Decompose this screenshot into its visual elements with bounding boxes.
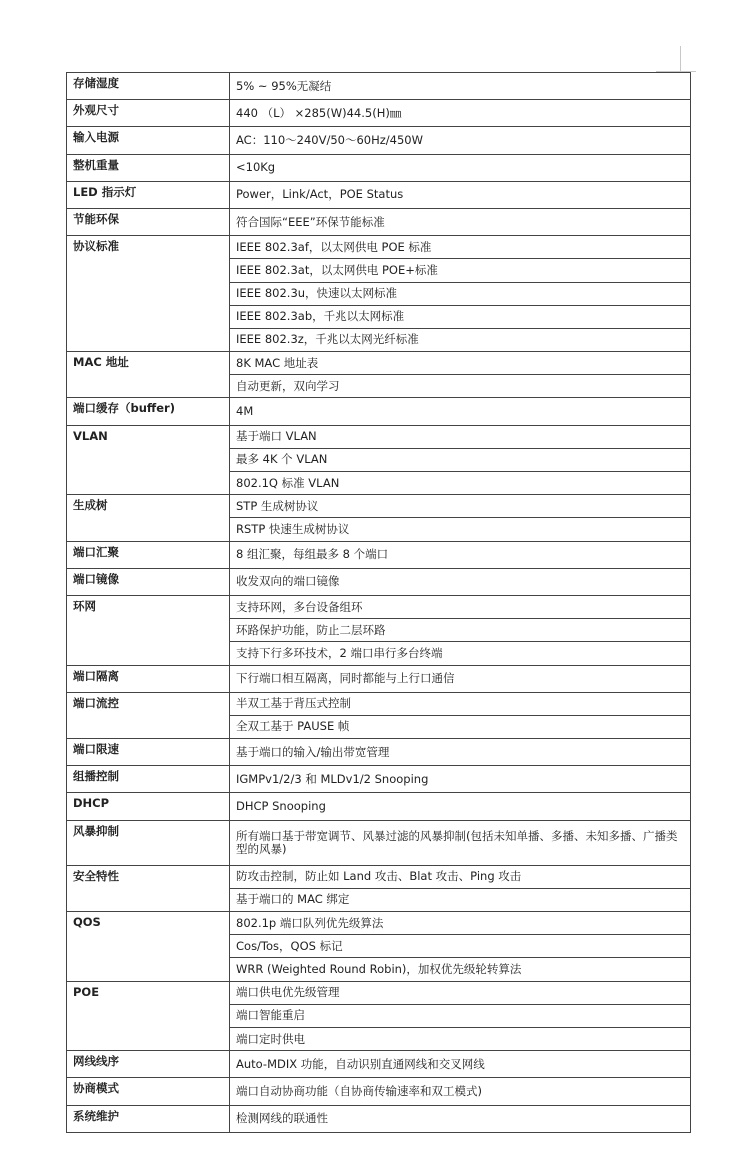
spec-name-cell: 协议标准 [67, 236, 230, 352]
table-row [67, 981, 691, 1004]
spec-value-cell: IEEE 802.3u，快速以太网标准 [230, 282, 691, 305]
table-row [67, 73, 691, 100]
spec-value-cell: RSTP 快速生成树协议 [230, 518, 691, 541]
table-row [67, 865, 691, 888]
spec-name-cell: 端口流控 [67, 692, 230, 738]
table-row [67, 665, 691, 692]
spec-value-cell: IGMPv1/2/3 和 MLDv1/2 Snooping [230, 766, 691, 793]
table-row [67, 541, 691, 568]
table-row [67, 793, 691, 820]
spec-name-cell: VLAN [67, 425, 230, 495]
spec-name-cell: 外观尺寸 [67, 100, 230, 127]
spec-value-cell: 下行端口相互隔离，同时都能与上行口通信 [230, 665, 691, 692]
spec-name-cell: MAC 地址 [67, 352, 230, 398]
spec-value-cell: <10Kg [230, 154, 691, 181]
spec-name-cell: 协商模式 [67, 1078, 230, 1105]
spec-value-cell: 防攻击控制，防止如 Land 攻击、Blat 攻击、Ping 攻击 [230, 865, 691, 888]
table-row [67, 1051, 691, 1078]
table-row [67, 100, 691, 127]
table-row [67, 352, 691, 375]
spec-value-cell: WRR (Weighted Round Robin)，加权优先级轮转算法 [230, 958, 691, 981]
spec-table-body [67, 73, 691, 1133]
spec-name-cell: 风暴抑制 [67, 820, 230, 865]
spec-value-cell: 全双工基于 PAUSE 帧 [230, 715, 691, 738]
spec-value-cell: 所有端口基于带宽调节、风暴过滤的风暴抑制(包括未知单播、多播、未知多播、广播类型的风暴) [230, 820, 691, 865]
spec-value-cell: 端口供电优先级管理 [230, 981, 691, 1004]
spec-value-cell: AC：110～240V/50～60Hz/450W [230, 127, 691, 154]
spec-name-cell: DHCP [67, 793, 230, 820]
spec-name-cell: 端口隔离 [67, 665, 230, 692]
spec-name-cell: 整机重量 [67, 154, 230, 181]
spec-name-cell: 端口缓存（buffer) [67, 398, 230, 425]
table-row [67, 398, 691, 425]
spec-value-cell: IEEE 802.3af，以太网供电 POE 标准 [230, 236, 691, 259]
spec-table [66, 72, 691, 1133]
spec-value-cell: 802.1Q 标准 VLAN [230, 472, 691, 495]
table-row [67, 766, 691, 793]
spec-value-cell: Auto-MDIX 功能，自动识别直通网线和交叉网线 [230, 1051, 691, 1078]
spec-name-cell: POE [67, 981, 230, 1051]
spec-name-cell: 网线线序 [67, 1051, 230, 1078]
table-row [67, 181, 691, 208]
table-row [67, 739, 691, 766]
spec-value-cell: 端口智能重启 [230, 1004, 691, 1027]
spec-name-cell: 组播控制 [67, 766, 230, 793]
table-row [67, 208, 691, 235]
spec-value-cell: 支持下行多环技术，2 端口串行多台终端 [230, 642, 691, 665]
spec-name-cell: 端口镜像 [67, 568, 230, 595]
spec-name-cell: 节能环保 [67, 208, 230, 235]
table-row [67, 495, 691, 518]
spec-name-cell: 输入电源 [67, 127, 230, 154]
spec-value-cell: 符合国际“EEE”环保节能标准 [230, 208, 691, 235]
table-row [67, 236, 691, 259]
table-row [67, 127, 691, 154]
spec-value-cell: 半双工基于背压式控制 [230, 692, 691, 715]
table-row [67, 1078, 691, 1105]
table-row [67, 568, 691, 595]
spec-value-cell: 基于端口的输入/输出带宽管理 [230, 739, 691, 766]
spec-value-cell: 端口自动协商功能（自协商传输速率和双工模式) [230, 1078, 691, 1105]
table-row [67, 425, 691, 448]
spec-value-cell: DHCP Snooping [230, 793, 691, 820]
spec-value-cell: 802.1p 端口队列优先级算法 [230, 912, 691, 935]
spec-value-cell: Cos/Tos，QOS 标记 [230, 935, 691, 958]
spec-name-cell: 安全特性 [67, 865, 230, 911]
table-row [67, 912, 691, 935]
spec-value-cell: 检测网线的联通性 [230, 1105, 691, 1132]
page-corner-mark [680, 46, 681, 72]
spec-value-cell: 自动更新，双向学习 [230, 375, 691, 398]
spec-value-cell: STP 生成树协议 [230, 495, 691, 518]
spec-value-cell: 4M [230, 398, 691, 425]
table-row [67, 154, 691, 181]
spec-value-cell: 8K MAC 地址表 [230, 352, 691, 375]
spec-name-cell: 端口汇聚 [67, 541, 230, 568]
table-row [67, 595, 691, 618]
spec-name-cell: 存储湿度 [67, 73, 230, 100]
spec-value-cell: 440 （L） ×285(W)44.5(H)㎜ [230, 100, 691, 127]
spec-value-cell: 最多 4K 个 VLAN [230, 448, 691, 471]
table-row [67, 692, 691, 715]
table-row [67, 1105, 691, 1132]
spec-name-cell: 系统维护 [67, 1105, 230, 1132]
spec-value-cell: 基于端口 VLAN [230, 425, 691, 448]
spec-value-cell: IEEE 802.3ab，千兆以太网标准 [230, 305, 691, 328]
spec-value-cell: 5% ~ 95%无凝结 [230, 73, 691, 100]
spec-value-cell: Power，Link/Act，POE Status [230, 181, 691, 208]
spec-value-cell: 基于端口的 MAC 绑定 [230, 888, 691, 911]
table-row [67, 820, 691, 865]
spec-value-cell: 8 组汇聚，每组最多 8 个端口 [230, 541, 691, 568]
spec-name-cell: QOS [67, 912, 230, 982]
spec-value-cell: IEEE 802.3at，以太网供电 POE+标准 [230, 259, 691, 282]
spec-name-cell: 环网 [67, 595, 230, 665]
spec-value-cell: 收发双向的端口镜像 [230, 568, 691, 595]
spec-value-cell: 环路保护功能，防止二层环路 [230, 619, 691, 642]
spec-name-cell: 端口限速 [67, 739, 230, 766]
spec-value-cell: IEEE 802.3z，千兆以太网光纤标准 [230, 328, 691, 351]
spec-name-cell: LED 指示灯 [67, 181, 230, 208]
spec-value-cell: 支持环网，多台设备组环 [230, 595, 691, 618]
spec-value-cell: 端口定时供电 [230, 1027, 691, 1050]
spec-name-cell: 生成树 [67, 495, 230, 541]
